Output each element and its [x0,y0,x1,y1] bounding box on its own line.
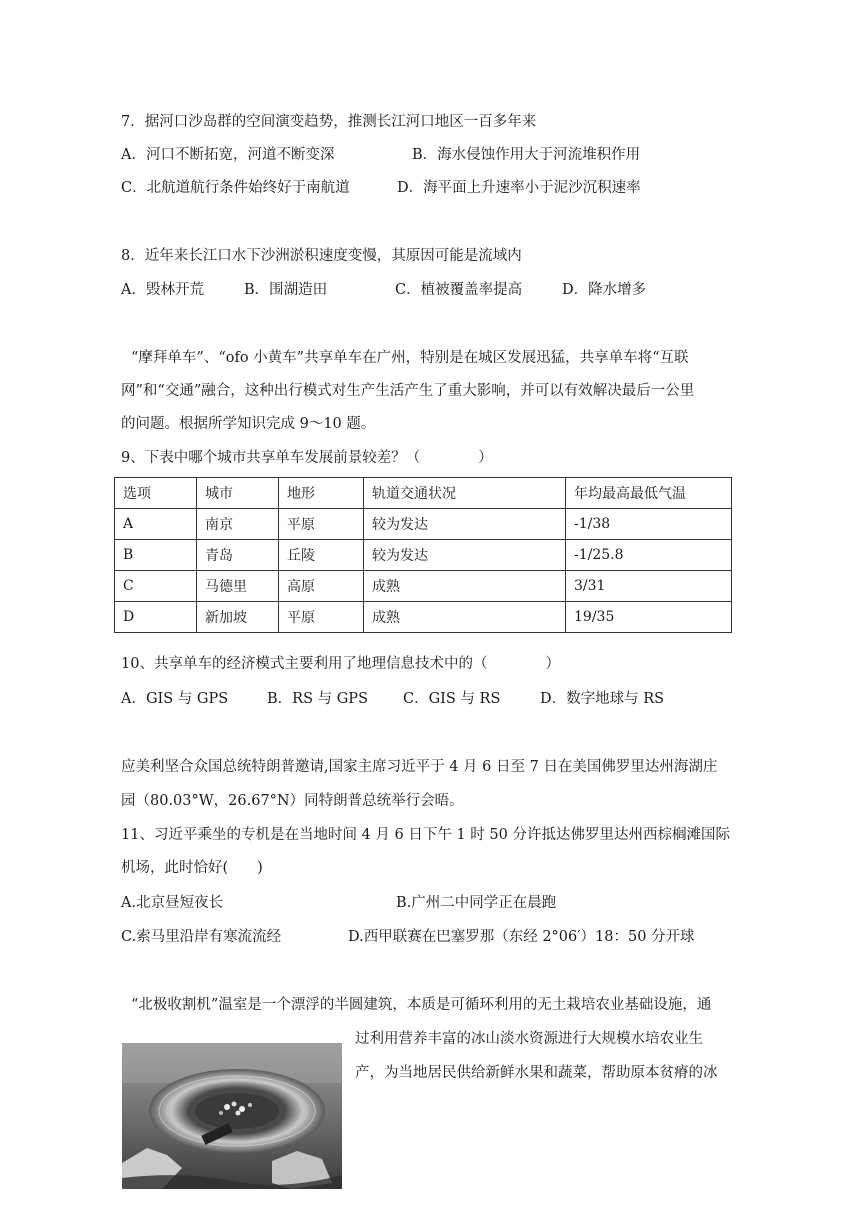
question-11-option-b: B.广州二中同学正在晨跑 [396,895,557,911]
table-header-cell: 轨道交通状况 [364,478,566,509]
table-cell: A [115,509,197,540]
table-header-cell: 地形 [279,478,364,509]
question-8-option-c: C．植被覆盖率提高 [395,282,523,298]
table-cell: 马德里 [197,571,279,602]
greenhouse-intro-line-2: 过利用营养丰富的冰山淡水资源进行大规模水培农业生 [355,1031,703,1047]
table-cell: 青岛 [197,540,279,571]
question-10-option-d: D．数字地球与 RS [540,691,665,707]
question-11-stem-line-1: 11、习近平乘坐的专机是在当地时间 4 月 6 日下午 1 时 50 分许抵达佛罗里达州西棕榈滩国际 [121,827,730,843]
greenhouse-intro-line-3: 产，为当地居民供给新鲜水果和蔬菜，帮助原本贫瘠的冰 [355,1065,718,1081]
question-10-stem: 10、共享单车的经济模式主要利用了地理信息技术中的（ ） [121,656,560,672]
arctic-harvester-illustration [122,1043,342,1189]
arctic-harvester-photo [122,1043,342,1189]
question-7-option-a: A．河口不断拓宽，河道不断变深 [121,147,335,163]
question-11-option-c: C.索马里沿岸有寒流流经 [121,929,282,945]
table-cell: 成熟 [364,602,566,633]
table-header-cell: 年均最高最低气温 [566,478,732,509]
table-cell: 丘陵 [279,540,364,571]
table-row [115,509,732,540]
table-row [115,602,732,633]
table-cell: 较为发达 [364,540,566,571]
question-8-option-a: A．毁林开荒 [121,282,204,298]
question-11-option-d: D.西甲联赛在巴塞罗那（东经 2°06′）18：50 分开球 [348,929,695,945]
table-cell: -1/25.8 [566,540,732,571]
table-cell: 平原 [279,602,364,633]
table-cell: 高原 [279,571,364,602]
question-8-stem: 8．近年来长江口水下沙洲淤积速度变慢，其原因可能是流域内 [121,248,522,264]
question-10-option-b: B．RS 与 GPS [267,691,368,707]
table-cell: -1/38 [566,509,732,540]
table-cell: 较为发达 [364,509,566,540]
question-8-option-d: D．降水增多 [562,282,647,298]
table-cell: D [115,602,197,633]
table-row [115,540,732,571]
city-comparison-table [114,477,732,633]
table-header-row [115,478,732,509]
summit-intro-line-1: 应美利坚合众国总统特朗普邀请,国家主席习近平于 4 月 6 日至 7 日在美国佛罗里达州海湖庄 [121,759,718,775]
table-row [115,571,732,602]
table-cell: 平原 [279,509,364,540]
table-cell: 成熟 [364,571,566,602]
summit-intro-line-2: 园（80.03°W，26.67°N）同特朗普总统举行会晤。 [121,793,464,809]
table-header-cell: 城市 [197,478,279,509]
bike-intro-line-2: 网”和“交通”融合，这种出行模式对生产生活产生了重大影响，并可以有效解决最后一公里 [121,383,695,399]
greenhouse-intro-line-1: “北极收割机”温室是一个漂浮的半圆建筑，本质是可循环利用的无土栽培农业基础设施，通 [131,997,712,1013]
question-7-option-d: D．海平面上升速率小于泥沙沉积速率 [397,180,641,196]
bike-intro-line-1: “摩拜单车”、“ofo 小黄车”共享单车在广州，特别是在城区发展迅猛，共享单车将“互联 [131,350,689,366]
table-cell: 新加坡 [197,602,279,633]
table-header-cell: 选项 [115,478,197,509]
question-7-option-b: B．海水侵蚀作用大于河流堆积作用 [412,147,641,163]
question-8-option-b: B．围湖造田 [244,282,328,298]
question-7-stem: 7．据河口沙岛群的空间演变趋势，推测长江河口地区一百多年来 [121,114,537,130]
bike-intro-line-3: 的问题。根据所学知识完成 9～10 题。 [121,416,376,432]
question-10-option-c: C．GIS 与 RS [403,691,501,707]
question-11-stem-line-2: 机场，此时恰好( ) [121,860,263,876]
table-cell: 南京 [197,509,279,540]
table-cell: 19/35 [566,602,732,633]
table-cell: C [115,571,197,602]
table-cell: B [115,540,197,571]
question-11-option-a: A.北京昼短夜长 [121,895,224,911]
question-9-stem: 9、下表中哪个城市共享单车发展前景较差？（ ） [121,450,493,466]
table-cell: 3/31 [566,571,732,602]
question-7-option-c: C．北航道航行条件始终好于南航道 [121,180,350,196]
question-10-option-a: A．GIS 与 GPS [121,691,229,707]
